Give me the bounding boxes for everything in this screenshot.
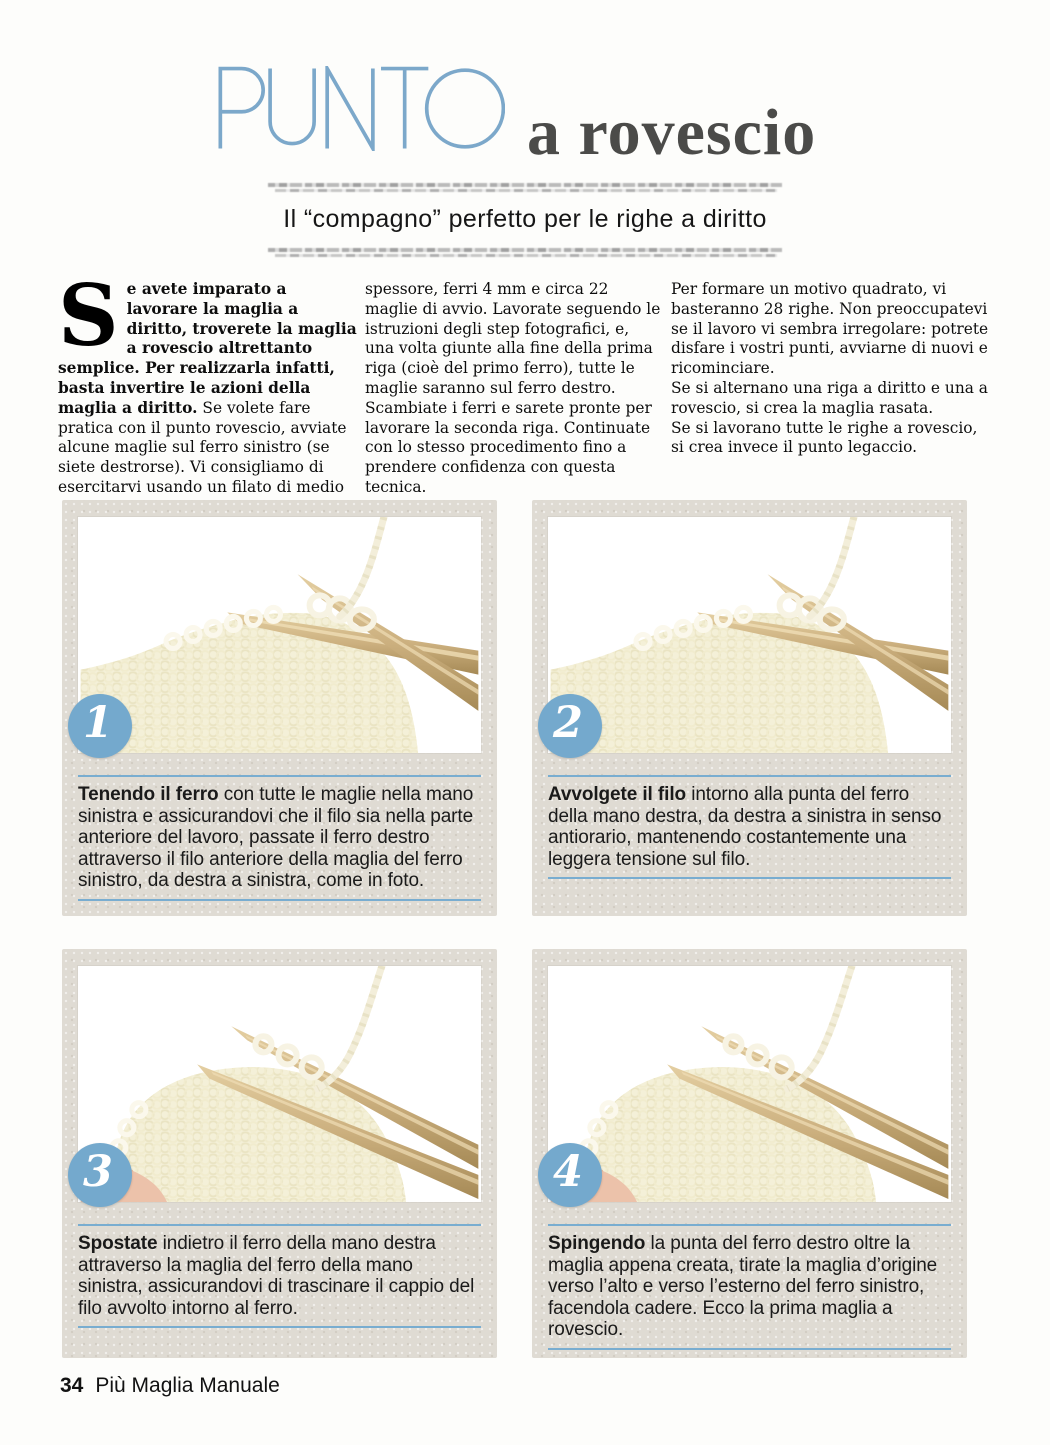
dropcap: S [58,266,119,365]
step-3-caption [78,1224,481,1328]
caption-text: con tutte le maglie nella mano sinistra e assicurandovi che il filo sia nella parte anteriore del lavoro, passate il ferro destro attraverso il filo anteriore della maglia del ferro sinistro, da destra a sinistra, come in foto. [78,784,474,892]
step-number: 4 [553,1147,583,1197]
intro-col1-bold: e avete imparato a lavorare la maglia a diritto, troverete la maglia a rovescio altrettanto semplice. Per realizzarla infatti, basta invertire le azioni della maglia a diritto. [58,280,357,417]
caption-rule [78,899,481,901]
step-number-badge [68,1143,132,1207]
step-number: 2 [553,698,583,748]
step-card-3 [62,949,497,1358]
caption-rule [78,1224,481,1226]
caption-text: indietro il ferro della mano destra attraverso la maglia del ferro della mano sinistra, assicurandovi di trascinare il cappio del filo avvolto intorno al ferro. [78,1233,475,1319]
caption-lead: Spostate [78,1233,158,1254]
step-card-1 [62,500,497,916]
step-card-4 [532,949,967,1358]
scribble-divider [268,247,782,259]
step-4-caption [548,1224,951,1350]
caption-lead: Tenendo il ferro [78,784,219,805]
intro-text [58,266,992,496]
step-number-badge [68,694,132,758]
step-number: 1 [83,698,113,748]
title-punto-lettering [213,66,505,151]
caption-lead: Avvolgete il filo [548,784,687,805]
title-rovescio-text: a rovescio [527,95,817,169]
step-2-caption [548,775,951,879]
knitting-photo-illustration [548,966,951,1202]
page-title [213,66,817,169]
knitting-photo-illustration [78,517,481,753]
intro-col3-paragraph-3: Se si lavorano tutte le righe a rovescio, si crea invece il punto legaccio. [671,418,978,457]
subtitle: Il “compagno” perfetto per le righe a diritto [283,205,767,233]
caption-rule [548,877,951,879]
caption-rule [78,1326,481,1328]
intro-col1-rest: Se volete fare pratica con il punto rovescio, avviate alcune maglie sul ferro sinistro (se siete destrorse). Vi consigliamo di esercitarvi usando un filato di medio [58,398,347,496]
step-3-photo [78,966,481,1202]
step-number-badge [538,694,602,758]
caption-rule [548,1224,951,1226]
step-1-caption [78,775,481,901]
step-4-photo [548,966,951,1202]
caption-lead: Spingendo [548,1233,646,1254]
caption-text: intorno alla punta del ferro della mano destra, da destra a sinistra in senso antiorario, mantenendo costantemente una leggera tensione sul filo. [548,784,942,870]
intro-col3-paragraph-2: Se si alternano una riga a diritto e una a rovescio, si crea la maglia rasata. [671,378,988,417]
step-number-badge [538,1143,602,1207]
knitting-photo-illustration [78,966,481,1202]
caption-text: la punta del ferro destro oltre la maglia appena creata, tirate la maglia d’origine verso l’alto e verso l’esterno del ferro sinistro, facendola cadere. Ecco la prima maglia a rovescio. [548,1233,938,1341]
intro-col3-paragraph-1: Per formare un motivo quadrato, vi basteranno 28 righe. Non preoccupatevi se il lavoro vi sembra irregolare: potrete disfare i vostri punti, avviarne di nuovi e ricominciare. [671,280,989,378]
step-number: 3 [83,1147,113,1197]
caption-rule [548,1348,951,1350]
knitting-photo-illustration [548,517,951,753]
step-card-2 [532,500,967,916]
caption-rule [78,775,481,777]
page-footer [60,1374,280,1398]
scribble-divider [268,182,782,194]
intro-column-2: spessore, ferri 4 mm e circa 22 maglie di avvio. Lavorate seguendo le istruzioni degli step fotografici, e, una volta giunte alla fine della prima riga (cioè del primo ferro), tutte le maglie saranno sul ferro destro. Scambiate i ferri e sarete pronte per lavorare la seconda riga. Continuate con lo stesso procedimento fino a prendere confidenza con questa tecnica. [365,280,661,496]
intro-column-3 [671,280,993,458]
page-number: 34 [60,1374,84,1397]
caption-rule [548,775,951,777]
intro-column-1 [58,266,358,498]
step-1-photo [78,517,481,753]
step-2-photo [548,517,951,753]
magazine-name: Più Maglia Manuale [95,1374,280,1397]
